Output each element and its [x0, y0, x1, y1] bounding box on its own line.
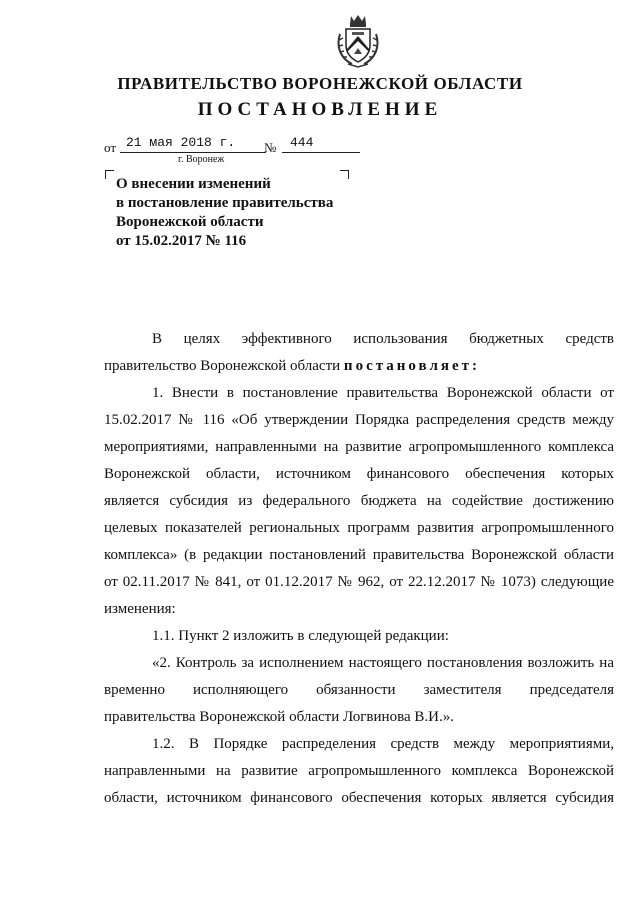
paragraph-line: 15.02.2017 № 116 «Об утверждении Порядка распределения средств между — [104, 412, 614, 428]
paragraph-line: правительства Воронежской области Логвинова В.И.». — [104, 709, 454, 725]
paragraph-line: мероприятиями, направленными на развитие агропромышленного комплекса — [104, 439, 614, 455]
decree-keyword: постановляет: — [343, 358, 480, 374]
paragraph-line: 1. Внести в постановление правительства Воронежской области от — [152, 385, 614, 401]
document-date: 21 мая 2018 г. — [120, 136, 266, 153]
number-label: № — [264, 140, 277, 155]
from-label: от — [104, 140, 117, 155]
bracket-corner-left — [105, 170, 114, 179]
document-body — [104, 326, 614, 812]
paragraph-line: Воронежской области, источником финансового обеспечения которых — [104, 466, 614, 482]
paragraph-line: комплекса» (в редакции постановлений правительства Воронежской области — [104, 547, 614, 563]
paragraph-line: временно исполняющего обязанности заместителя председателя — [104, 682, 614, 698]
paragraph-line: изменения: — [104, 601, 176, 617]
paragraph-line: целевых показателей региональных программ развития агропромышленного — [104, 520, 614, 536]
subject-line: О внесении изменений — [116, 176, 271, 192]
paragraph-line: является субсидия из федерального бюджета на содействие достижению — [104, 493, 614, 509]
paragraph-line: 1.2. В Порядке распределения средств между мероприятиями, — [152, 736, 614, 752]
document-type: ПОСТАНОВЛЕНИЕ — [197, 99, 443, 120]
coat-of-arms-icon — [330, 12, 386, 68]
paragraph-line: области, источником финансового обеспечения которых является субсидия — [104, 790, 614, 806]
paragraph-line: В целях эффективного использования бюджетных средств — [152, 331, 614, 347]
paragraph-line: от 02.11.2017 № 841, от 01.12.2017 № 962, от 22.12.2017 № 1073) следующие — [104, 574, 614, 590]
paragraph-line: направленными на развитие агропромышленного комплекса Воронежской — [104, 763, 614, 779]
document-number: 444 — [282, 136, 360, 153]
paragraph-line: 1.1. Пункт 2 изложить в следующей редакции: — [152, 628, 449, 644]
paragraph-line — [104, 353, 614, 380]
city-label: г. Воронеж — [178, 154, 225, 165]
government-title: ПРАВИТЕЛЬСТВО ВОРОНЕЖСКОЙ ОБЛАСТИ — [117, 74, 523, 93]
subject-line: в постановление правительства — [116, 195, 334, 211]
subject-line: Воронежской области — [116, 214, 264, 230]
subject-line: от 15.02.2017 № 116 — [116, 233, 247, 249]
paragraph-text: правительство Воронежской области — [104, 358, 344, 374]
paragraph-line: «2. Контроль за исполнением настоящего постановления возложить на — [152, 655, 614, 671]
document-subject — [116, 175, 356, 251]
